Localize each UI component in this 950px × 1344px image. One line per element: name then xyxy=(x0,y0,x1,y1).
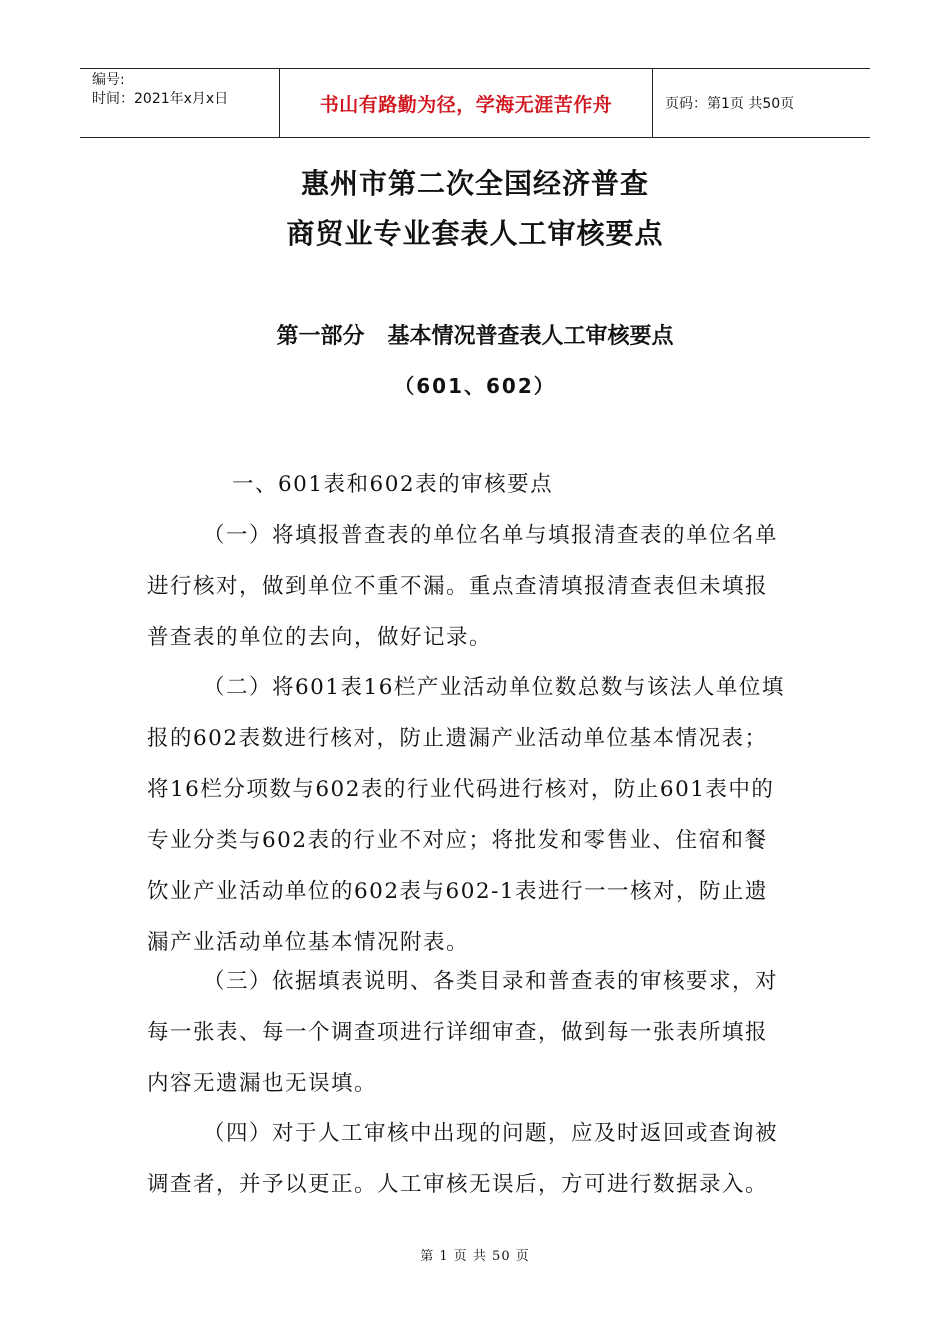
paragraph-2 xyxy=(147,662,802,968)
paragraph-line: 报的602表数进行核对，防止遗漏产业活动单位基本情况表； xyxy=(147,726,768,751)
paragraph-line: 调查者，并予以更正。人工审核无误后，方可进行数据录入。 xyxy=(147,1172,769,1197)
header-motto: 书山有路勤为径，学海无涯苦作舟 xyxy=(280,69,653,137)
header-meta xyxy=(80,69,280,137)
paragraph-line: 饮业产业活动单位的602表与602-1表进行一一核对，防止遗 xyxy=(147,879,769,904)
paragraph-line: （三）依据填表说明、各类目录和普查表的审核要求，对 xyxy=(203,969,779,994)
paragraph-1 xyxy=(147,510,802,663)
paragraph-line: 将16栏分项数与602表的行业代码进行核对，防止601表中的 xyxy=(147,777,775,802)
paragraph-line: （二）将601表16栏产业活动单位数总数与该法人单位填 xyxy=(203,675,785,700)
paragraph-line: 内容无遗漏也无误填。 xyxy=(147,1071,378,1096)
document-title-line1: 惠州市第二次全国经济普查 xyxy=(300,167,649,200)
paragraph-line: 进行核对，做到单位不重不漏。重点查清填报清查表但未填报 xyxy=(147,574,769,599)
part-codes: （601、602） xyxy=(394,374,556,398)
paragraph-line: 普查表的单位的去向，做好记录。 xyxy=(147,625,493,650)
paragraph-4 xyxy=(147,1108,802,1210)
paragraph-line: （四）对于人工审核中出现的问题，应及时返回或查询被 xyxy=(203,1121,779,1146)
paragraph-3 xyxy=(147,956,802,1109)
paragraph-line: 漏产业活动单位基本情况附表。 xyxy=(147,930,470,955)
part-heading: 第一部分 基本情况普查表人工审核要点 xyxy=(276,324,674,349)
header-page-info: 页码：第1页 共50页 xyxy=(665,96,795,112)
time-label: 时间：2021年x月x日 xyxy=(92,91,229,107)
number-label: 编号: xyxy=(92,72,125,88)
page-header xyxy=(80,68,870,138)
paragraph-line: 专业分类与602表的行业不对应；将批发和零售业、住宿和餐 xyxy=(147,828,768,853)
paragraph-line: （一）将填报普查表的单位名单与填报清查表的单位名单 xyxy=(203,523,779,548)
paragraph-line: 每一张表、每一个调查项进行详细审查，做到每一张表所填报 xyxy=(147,1020,769,1045)
page-footer: 第 1 页 共 50 页 xyxy=(420,1249,530,1264)
document-title-line2: 商贸业专业套表人工审核要点 xyxy=(286,217,664,250)
section-heading: 一、601表和602表的审核要点 xyxy=(232,472,554,497)
